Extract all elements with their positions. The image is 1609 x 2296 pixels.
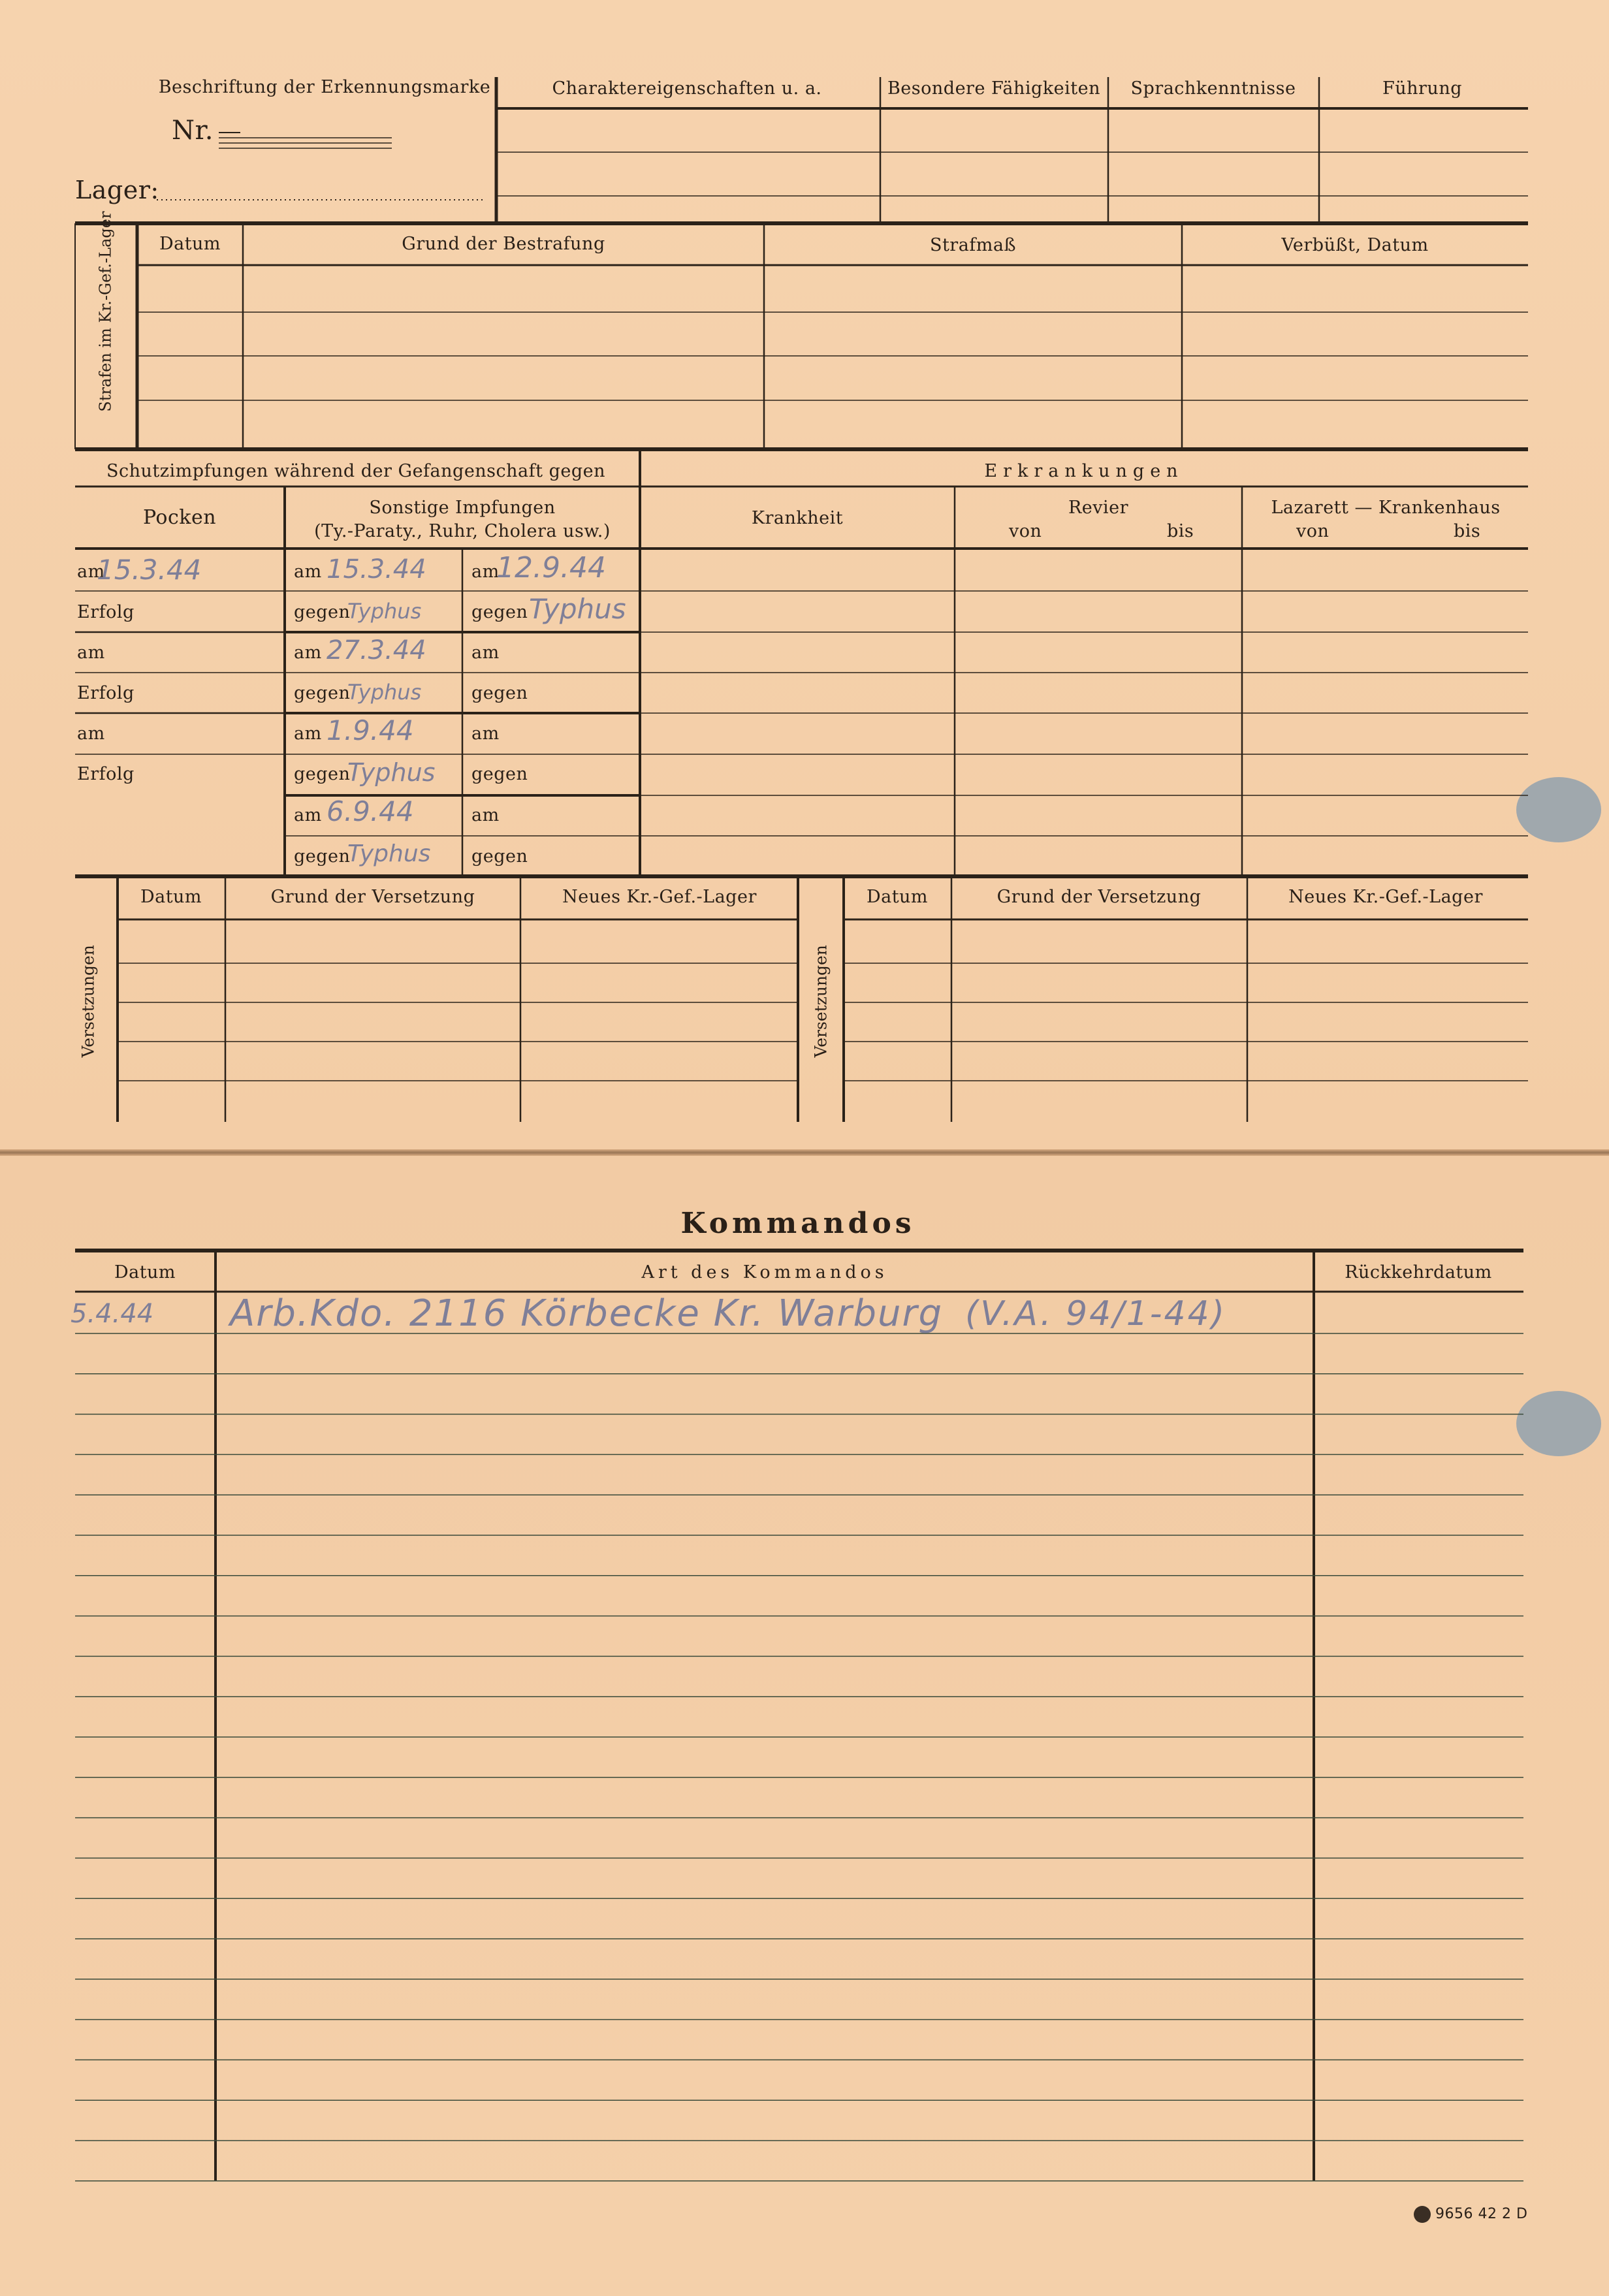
sonst2-am-1: am	[471, 562, 500, 582]
sonst2-gegen-1: gegen	[471, 602, 528, 622]
vers-left-lager: Neues Kr.-Gef.-Lager	[562, 887, 757, 907]
sonst1-gegen-1: gegen	[294, 602, 351, 622]
impf-title: Schutzimpfungen während der Gefangenschaft gegen	[106, 461, 605, 481]
kommando-entry-ref: (V.A. 94/1-44)	[965, 1294, 1227, 1333]
versetzungen-side-label-left: Versetzungen	[78, 945, 98, 1058]
sonst2-am-3: am	[471, 724, 500, 744]
sonst2-gegen-3: gegen	[471, 764, 528, 784]
tag-lager-label: Lager:	[75, 176, 159, 204]
header-charakter: Charaktereigenschaften u. a.	[552, 78, 822, 99]
sonst1-date-1: 15.3.44	[327, 554, 426, 584]
kommando-entry-date: 5.4.44	[71, 1299, 154, 1329]
strafen-side-label: Strafen im Kr.-Gef.-Lager	[96, 211, 115, 412]
impf-sonstige-header: Sonstige Impfungen	[369, 498, 556, 518]
sonst1-gegen-2: gegen	[294, 683, 351, 703]
sonst1-gegen-val-3: Typhus	[347, 758, 436, 787]
sonst1-gegen-val-2: Typhus	[347, 680, 422, 705]
lazarett-bis: bis	[1454, 521, 1481, 541]
sonst2-am-2: am	[471, 643, 500, 663]
vers-right-datum: Datum	[866, 887, 929, 907]
sonst1-am-4: am	[294, 805, 322, 825]
vers-left-grund: Grund der Versetzung	[270, 887, 475, 907]
vers-right-grund: Grund der Versetzung	[996, 887, 1202, 907]
sonst2-am-4: am	[471, 805, 500, 825]
sonst1-gegen-val-1: Typhus	[347, 599, 422, 624]
lazarett-von: von	[1296, 521, 1330, 541]
sonst1-am-1: am	[294, 562, 322, 582]
vers-right-lager: Neues Kr.-Gef.-Lager	[1288, 887, 1483, 907]
vers-left-datum: Datum	[140, 887, 202, 907]
revier-bis: bis	[1167, 521, 1194, 541]
erkrankungen-revier-header: Revier	[1068, 498, 1129, 518]
printer-mark: 9656 42 2 D	[1435, 2206, 1528, 2222]
sonst2-gegen-4: gegen	[471, 846, 528, 867]
pocken-am-2: am	[77, 643, 105, 663]
strafen-strafmass-header: Strafmaß	[929, 235, 1017, 255]
erkrankungen-title: Erkrankungen	[984, 461, 1184, 481]
lager-field[interactable]	[158, 200, 485, 201]
sonst1-am-2: am	[294, 643, 322, 663]
pocken-erfolg-1: Erfolg	[77, 602, 135, 622]
sonst2-gegen-2: gegen	[471, 683, 528, 703]
tag-nr-label: Nr.	[172, 116, 214, 146]
tag-title: Beschriftung der Erkennungsmarke	[158, 77, 491, 97]
kommandos-datum-header: Datum	[114, 1262, 176, 1283]
header-faehigkeiten: Besondere Fähigkeiten	[887, 78, 1101, 99]
pocken-am-3: am	[77, 724, 105, 744]
pocken-am-1: am	[77, 562, 105, 582]
strafen-verbuesst-header: Verbüßt, Datum	[1281, 235, 1429, 255]
erkrankungen-krankheit-header: Krankheit	[751, 508, 844, 528]
sonst2-gegen-val-1: Typhus	[529, 593, 626, 625]
kommando-entry-text: Arb.Kdo. 2116 Körbecke Kr. Warburg	[230, 1292, 944, 1335]
kommandos-title: Kommandos	[680, 1207, 916, 1240]
pocken-erfolg-2: Erfolg	[77, 683, 135, 703]
pocken-erfolg-3: Erfolg	[77, 764, 135, 784]
header-sprache: Sprachkenntnisse	[1130, 78, 1296, 99]
impf-pocken-header: Pocken	[142, 506, 217, 529]
header-fuehrung: Führung	[1382, 78, 1462, 99]
sonst1-am-3: am	[294, 724, 322, 744]
strafen-grund-header: Grund der Bestrafung	[402, 234, 605, 254]
erkrankungen-lazarett-header: Lazarett — Krankenhaus	[1271, 498, 1501, 518]
kommandos-rueckkehr-header: Rückkehrdatum	[1345, 1262, 1492, 1283]
sonst1-gegen-val-4: Typhus	[347, 840, 431, 867]
impf-sonstige-sub: (Ty.-Paraty., Ruhr, Cholera usw.)	[314, 521, 611, 541]
sonst1-date-4: 6.9.44	[327, 795, 414, 827]
sonst1-date-2: 27.3.44	[327, 635, 426, 665]
kommandos-art-header: Art des Kommandos	[641, 1262, 888, 1283]
sonst1-gegen-4: gegen	[294, 846, 351, 867]
revier-von: von	[1009, 521, 1042, 541]
printer-logo-icon	[1414, 2206, 1431, 2223]
sonst1-gegen-3: gegen	[294, 764, 351, 784]
versetzungen-side-label-right: Versetzungen	[811, 945, 831, 1058]
strafen-datum-header: Datum	[159, 234, 221, 254]
pocken-date-1: 15.3.44	[97, 554, 202, 586]
sonst1-date-3: 1.9.44	[327, 714, 414, 746]
sonst2-date-1: 12.9.44	[496, 551, 606, 584]
